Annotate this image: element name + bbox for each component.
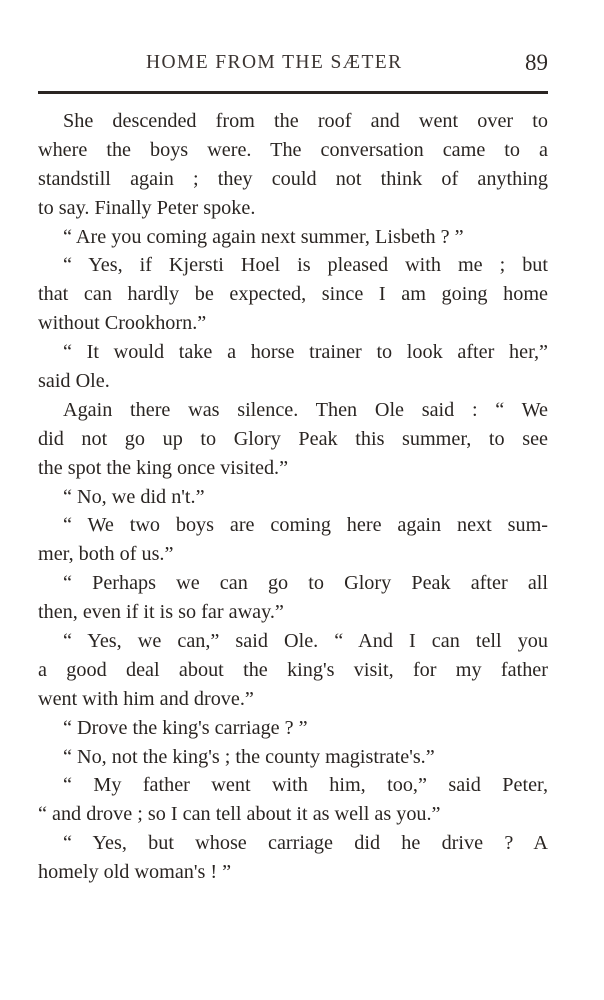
running-title: HOME FROM THE SÆTER	[146, 52, 403, 73]
text-line: She descended from the roof and went over to	[63, 110, 548, 132]
header-rule	[38, 91, 548, 94]
text-line: that can hardly be expected, since I am going home	[38, 283, 548, 306]
running-head	[38, 50, 548, 80]
page-number: 89	[525, 50, 548, 75]
text-line: went with him and drove.”	[38, 687, 254, 710]
body-text	[38, 107, 548, 887]
text-line: “ No, we did n't.”	[63, 485, 205, 508]
text-line: then, even if it is so far away.”	[38, 601, 284, 624]
text-line: “ Perhaps we can go to Glory Peak after all	[63, 572, 548, 595]
text-line: standstill again ; they could not think of anything	[38, 167, 548, 190]
text-line: without Crookhorn.”	[38, 312, 207, 335]
text-line: homely old woman's ! ”	[38, 861, 232, 884]
text-line: Again there was silence. Then Ole said : “ We	[63, 398, 548, 421]
text-line: “ It would take a horse trainer to look after her,”	[63, 341, 548, 364]
text-line: “ We two boys are coming here again next sum-	[63, 514, 548, 537]
text-line: “ Drove the king's carriage ? ”	[63, 716, 308, 739]
text-line: “ and drove ; so I can tell about it as well as you.”	[38, 803, 441, 826]
text-line: a good deal about the king's visit, for my father	[38, 658, 548, 681]
text-line: said Ole.	[38, 370, 110, 393]
text-line: where the boys were. The conversation came to a	[38, 138, 548, 161]
text-line: mer, both of us.”	[38, 543, 174, 566]
text-line: “ No, not the king's ; the county magistrate's.”	[63, 745, 435, 768]
text-line: “ Are you coming again next summer, Lisbeth ? ”	[63, 225, 464, 248]
text-line: to say. Finally Peter spoke.	[38, 196, 256, 219]
text-line: did not go up to Glory Peak this summer, to see	[38, 427, 548, 450]
text-line: “ Yes, we can,” said Ole. “ And I can tell you	[63, 630, 548, 653]
text-line: “ Yes, but whose carriage did he drive ? A	[63, 832, 548, 855]
text-line: the spot the king once visited.”	[38, 456, 289, 479]
text-line: “ Yes, if Kjersti Hoel is pleased with me ; but	[63, 254, 548, 277]
text-line: “ My father went with him, too,” said Peter,	[63, 774, 548, 797]
